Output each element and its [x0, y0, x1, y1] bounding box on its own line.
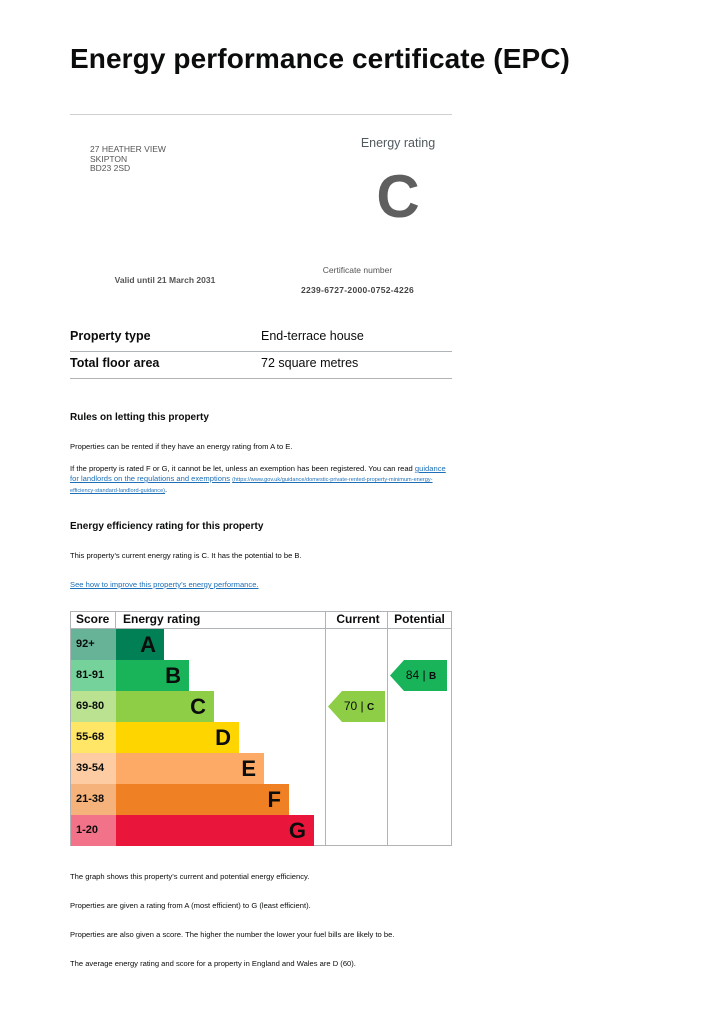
current-rating-marker: [328, 691, 385, 722]
band-letter: G: [288, 818, 306, 843]
page-title: Energy performance certificate (EPC): [70, 43, 570, 74]
epc-rating-chart: [70, 611, 452, 846]
address-line: SKIPTON: [90, 153, 128, 164]
band-letter: F: [267, 787, 281, 812]
band-score-c: 69-80: [71, 691, 116, 722]
potential-header: Potential: [394, 612, 445, 626]
chart-gridline: [325, 612, 326, 845]
band-bar-a: [116, 629, 164, 660]
floor-area-label: Total floor area: [70, 356, 160, 370]
note-2: Properties are given a rating from A (most efficient) to G (least efficient).: [70, 901, 311, 910]
floor-area-row: [70, 352, 452, 379]
band-score-f: 21-38: [71, 784, 116, 815]
potential-rating-marker: [390, 660, 447, 691]
potential-rating-marker-text: 84 | B: [405, 668, 437, 682]
band-letter: C: [190, 694, 206, 719]
band-score-e: 39-54: [71, 753, 116, 784]
band-letter: E: [241, 756, 256, 781]
band-bar-e: [116, 753, 264, 784]
rules-paragraph-1: Properties can be rented if they have an energy rating from A to E.: [70, 442, 293, 451]
band-score-g: 1-20: [71, 815, 116, 846]
band-bar-c: [116, 691, 214, 722]
floor-area-value: 72 square metres: [261, 356, 359, 370]
current-rating-marker-text: 70 | C: [343, 699, 375, 713]
property-address: [90, 145, 166, 174]
property-type-row: [70, 325, 452, 352]
note-3: Properties are also given a score. The higher the number the lower your fuel bills are likely to be.: [70, 930, 395, 939]
property-type-value: End-terrace house: [261, 329, 364, 343]
address-line: 27 HEATHER VIEW: [90, 144, 166, 154]
rules-suffix: .: [165, 485, 168, 494]
rules-text: If the property is rated F or G, it cannot be let, unless an exemption has been registered. You can read: [70, 464, 413, 473]
chart-gridline: [115, 612, 116, 628]
band-score-a: 92+: [71, 629, 116, 660]
score-header: Score: [76, 612, 110, 626]
band-score-b: 81-91: [71, 660, 116, 691]
rules-heading: Rules on letting this property: [70, 412, 209, 423]
certificate-number-label: Certificate number: [322, 265, 393, 275]
energy-rating-header: Energy rating: [123, 612, 201, 626]
landlord-guidance-link[interactable]: guidance for landlords on the regulations and exemptions: [70, 464, 446, 483]
address-line: BD23 2SD: [90, 163, 131, 173]
current-header: Current: [336, 612, 380, 626]
note-1: The graph shows this property’s current and potential energy efficiency.: [70, 872, 310, 881]
band-bar-d: [116, 722, 239, 753]
efficiency-heading: Energy efficiency rating for this property: [70, 521, 264, 532]
rules-paragraph-2: [70, 464, 454, 496]
energy-rating-label: Energy rating: [360, 136, 436, 150]
efficiency-summary: This property’s current energy rating is C. It has the potential to be B.: [70, 551, 302, 560]
certificate-number: 2239-6727-2000-0752-4226: [300, 285, 415, 295]
improve-performance-link[interactable]: See how to improve this property’s energy performance.: [70, 580, 259, 589]
band-score-d: 55-68: [71, 722, 116, 753]
valid-until: Valid until 21 March 2031: [114, 275, 216, 285]
landlord-guidance-url[interactable]: (https://www.gov.uk/guidance/domestic-private-rented-property-minimum-energy-efficiency-standard-landlord-guidance): [70, 477, 433, 494]
band-bar-f: [116, 784, 289, 815]
band-letter: B: [165, 663, 181, 688]
band-bar-b: [116, 660, 189, 691]
chart-gridline: [387, 612, 388, 845]
band-letter: A: [140, 632, 156, 657]
note-4: The average energy rating and score for a property in England and Wales are D (60).: [70, 959, 356, 968]
band-letter: D: [215, 725, 231, 750]
divider: [70, 114, 452, 115]
energy-rating-letter: C: [376, 163, 420, 230]
band-bar-g: [116, 815, 314, 846]
property-type-label: Property type: [70, 329, 151, 343]
